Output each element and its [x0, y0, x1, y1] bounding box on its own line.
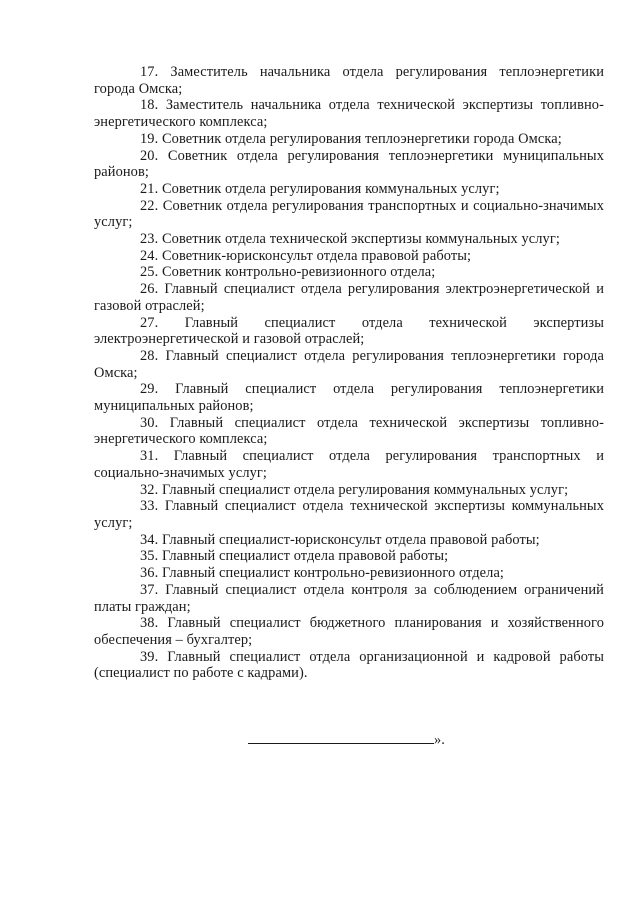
position-list — [94, 64, 604, 682]
list-item: 21. Советник отдела регулирования коммунальных услуг; — [140, 180, 500, 197]
list-item: 17. Заместитель начальника отдела регулирования теплоэнергетики города Омска; — [94, 64, 604, 97]
list-item: 37. Главный специалист отдела контроля за соблюдением ограничений платы граждан; — [94, 581, 604, 615]
list-item: 36. Главный специалист контрольно-ревизионного отдела; — [140, 565, 505, 582]
closing-quote: ». — [434, 732, 445, 748]
list-item: 32. Главный специалист отдела регулирования коммунальных услуг; — [140, 481, 569, 498]
list-item: 22. Советник отдела регулирования транспортных и социально-значимых услуг; — [94, 197, 604, 231]
list-item: 28. Главный специалист отдела регулирования теплоэнергетики города Омска; — [94, 347, 604, 381]
list-item: 31. Главный специалист отдела регулирования транспортных и социально-значимых услуг; — [94, 448, 604, 481]
list-item: 25. Советник контрольно-ревизионного отдела; — [140, 264, 436, 281]
list-item: 26. Главный специалист отдела регулирования электроэнергетической и газовой отраслей; — [94, 281, 604, 314]
list-item: 35. Главный специалист отдела правовой работы; — [140, 548, 449, 565]
list-item: 24. Советник-юрисконсульт отдела правовой работы; — [140, 247, 472, 264]
list-item: 27. Главный специалист отдела технической экспертизы электроэнергетической и газовой отраслей; — [94, 314, 604, 348]
list-item: 23. Советник отдела технической экспертизы коммунальных услуг; — [140, 231, 560, 248]
closing-line — [248, 731, 445, 749]
list-item: 38. Главный специалист бюджетного планирования и хозяйственного обеспечения – бухгалтер; — [94, 615, 604, 648]
list-item: 33. Главный специалист отдела технической экспертизы коммунальных услуг; — [94, 498, 604, 531]
list-item: 30. Главный специалист отдела технической экспертизы топливно-энергетического комплекса; — [94, 414, 604, 448]
list-item: 39. Главный специалист отдела организационной и кадровой работы (специалист по работе с кадрами). — [94, 648, 604, 682]
list-item: 34. Главный специалист-юрисконсульт отдела правовой работы; — [140, 531, 540, 548]
list-item: 18. Заместитель начальника отдела технической экспертизы топливно-энергетического комплекса; — [94, 97, 604, 131]
list-item: 20. Советник отдела регулирования теплоэнергетики муниципальных районов; — [94, 147, 604, 181]
blank-underline — [248, 731, 434, 744]
list-item: 19. Советник отдела регулирования теплоэнергетики города Омска; — [140, 130, 562, 147]
list-item: 29. Главный специалист отдела регулирования теплоэнергетики муниципальных районов; — [94, 381, 604, 415]
